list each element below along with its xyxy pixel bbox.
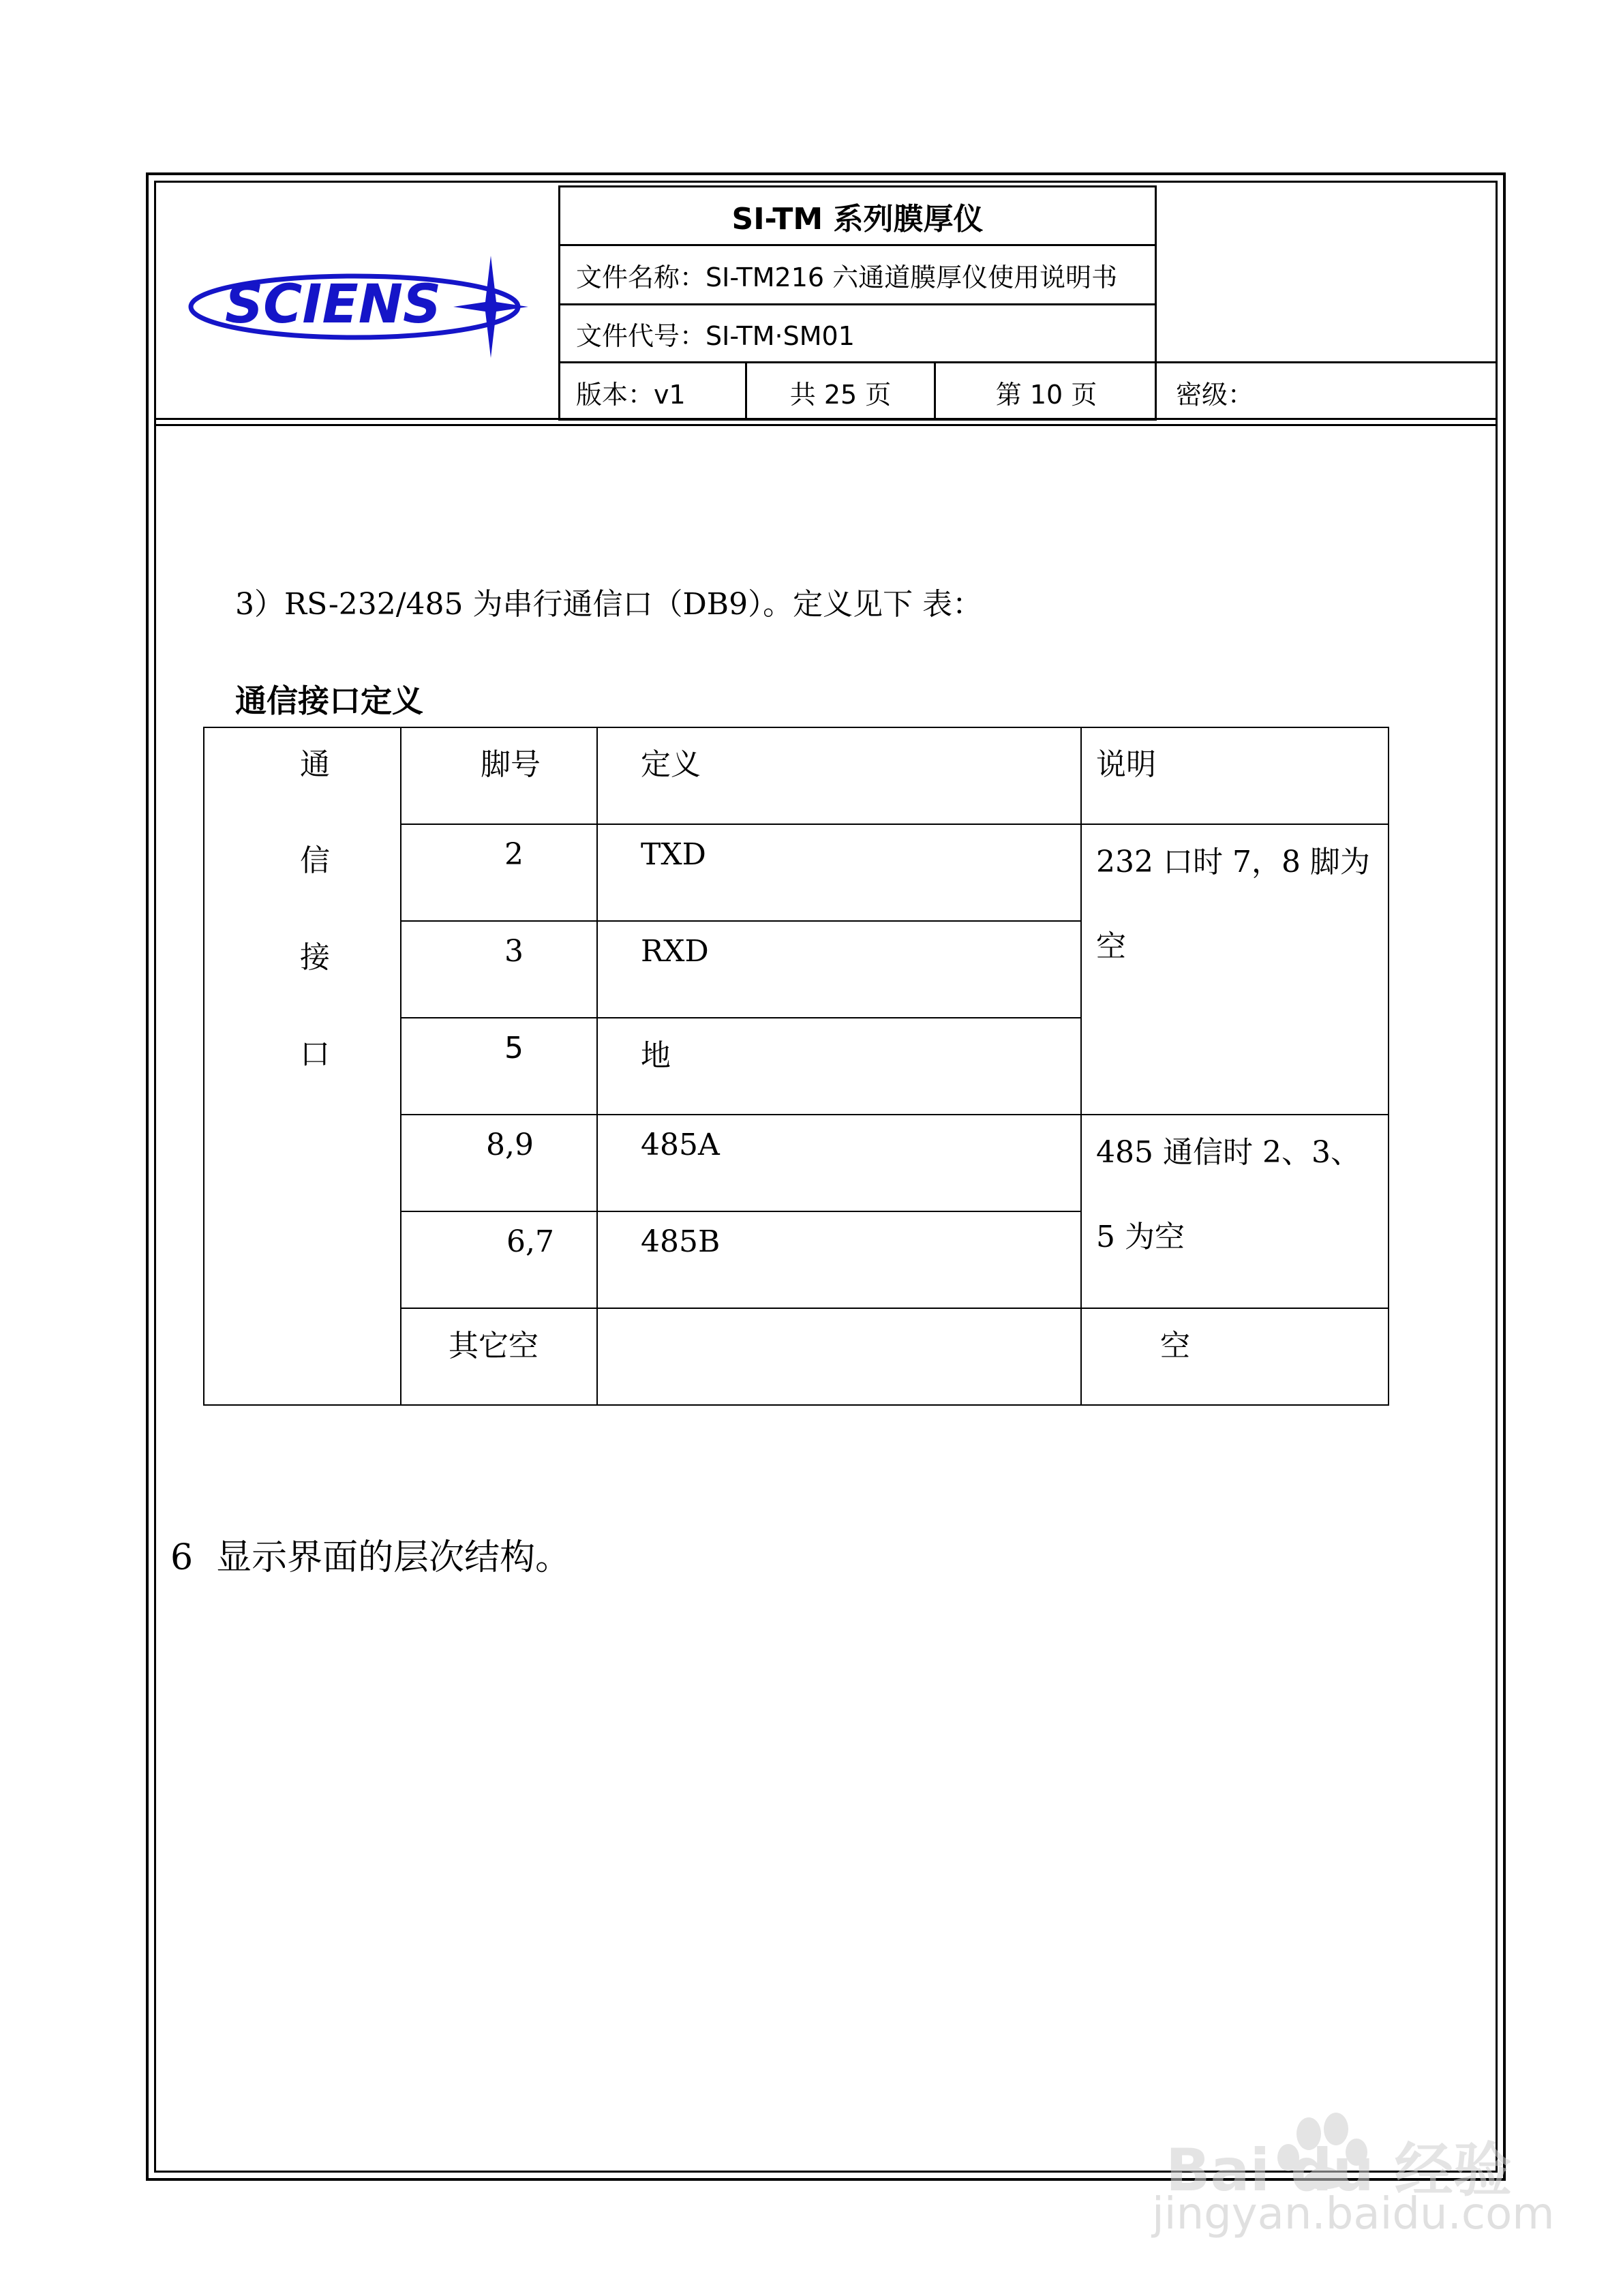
header-divider-double <box>154 424 1498 426</box>
header-definition: 定义 <box>641 747 701 782</box>
table-title: 通信接口定义 <box>235 682 423 719</box>
table-line <box>203 1404 1389 1406</box>
header-pin: 脚号 <box>481 747 541 782</box>
file-name: 文件名称：SI-TM216 六通道膜厚仪使用说明书 <box>576 262 1118 292</box>
section-number: 6 <box>170 1537 194 1578</box>
table-line <box>203 727 1389 728</box>
baidu-watermark <box>1152 2110 1555 2239</box>
table-line <box>596 727 598 1406</box>
note-cell: 空 <box>1160 1329 1190 1363</box>
page-number: 第 10 页 <box>995 379 1097 410</box>
side-label-char: 接 <box>300 940 330 975</box>
watermark-url: jingyan.baidu.com <box>1152 2189 1555 2239</box>
section-title: 显示界面的层次结构。 <box>216 1537 571 1578</box>
definition-cell: 地 <box>641 1038 671 1073</box>
section-heading <box>170 1528 571 1580</box>
logo-star-icon <box>453 256 528 358</box>
pin-cell: 3 <box>504 934 524 969</box>
note-cell: 空 <box>1096 929 1126 964</box>
header-note: 说明 <box>1096 747 1156 782</box>
table-line <box>400 1017 1081 1018</box>
table-line <box>400 1308 1389 1309</box>
pin-cell: 其它空 <box>449 1329 539 1363</box>
baidu-paw-logo-icon <box>1152 2110 1547 2199</box>
security-level: 密级： <box>1176 379 1254 410</box>
note-cell: 5 为空 <box>1096 1220 1185 1254</box>
table-line <box>203 727 204 1406</box>
series-title: SI-TM 系列膜厚仪 <box>731 201 984 237</box>
version: 版本：v1 <box>576 379 686 410</box>
body-paragraph: 3）RS-232/485 为串行通信口（DB9）。定义见下 表： <box>235 587 983 622</box>
table-line <box>1080 727 1082 1406</box>
sciens-logo <box>184 242 539 365</box>
note-cell: 485 通信时 2、3、 <box>1096 1135 1361 1170</box>
side-label-char: 通 <box>300 747 330 782</box>
pin-cell: 5 <box>504 1031 524 1066</box>
page-inner-frame <box>154 181 1498 2173</box>
watermark-brand: Bai du 经验 <box>1166 2136 1512 2199</box>
side-label-char: 信 <box>300 843 330 878</box>
file-code: 文件代号：SI-TM·SM01 <box>576 320 855 351</box>
pin-cell: 8,9 <box>486 1128 534 1162</box>
side-label-char: 口 <box>300 1037 330 1072</box>
sciens-logo-graphic <box>184 242 539 365</box>
definition-cell: 485A <box>641 1128 720 1162</box>
table-line <box>400 920 1081 922</box>
definition-cell: 485B <box>641 1224 721 1259</box>
table-line <box>400 824 1389 825</box>
note-cell: 232 口时 7，8 脚为 <box>1096 845 1370 879</box>
logo-text: SCIENS <box>225 274 442 335</box>
total-pages: 共 25 页 <box>789 379 892 410</box>
pin-cell: 2 <box>504 837 524 872</box>
definition-cell: RXD <box>641 934 709 969</box>
table-line <box>1388 727 1389 1406</box>
table-line <box>400 727 401 1406</box>
pin-cell: 6,7 <box>506 1224 554 1259</box>
table-line <box>400 1114 1389 1115</box>
definition-cell: TXD <box>641 837 706 872</box>
table-line <box>400 1211 1081 1212</box>
